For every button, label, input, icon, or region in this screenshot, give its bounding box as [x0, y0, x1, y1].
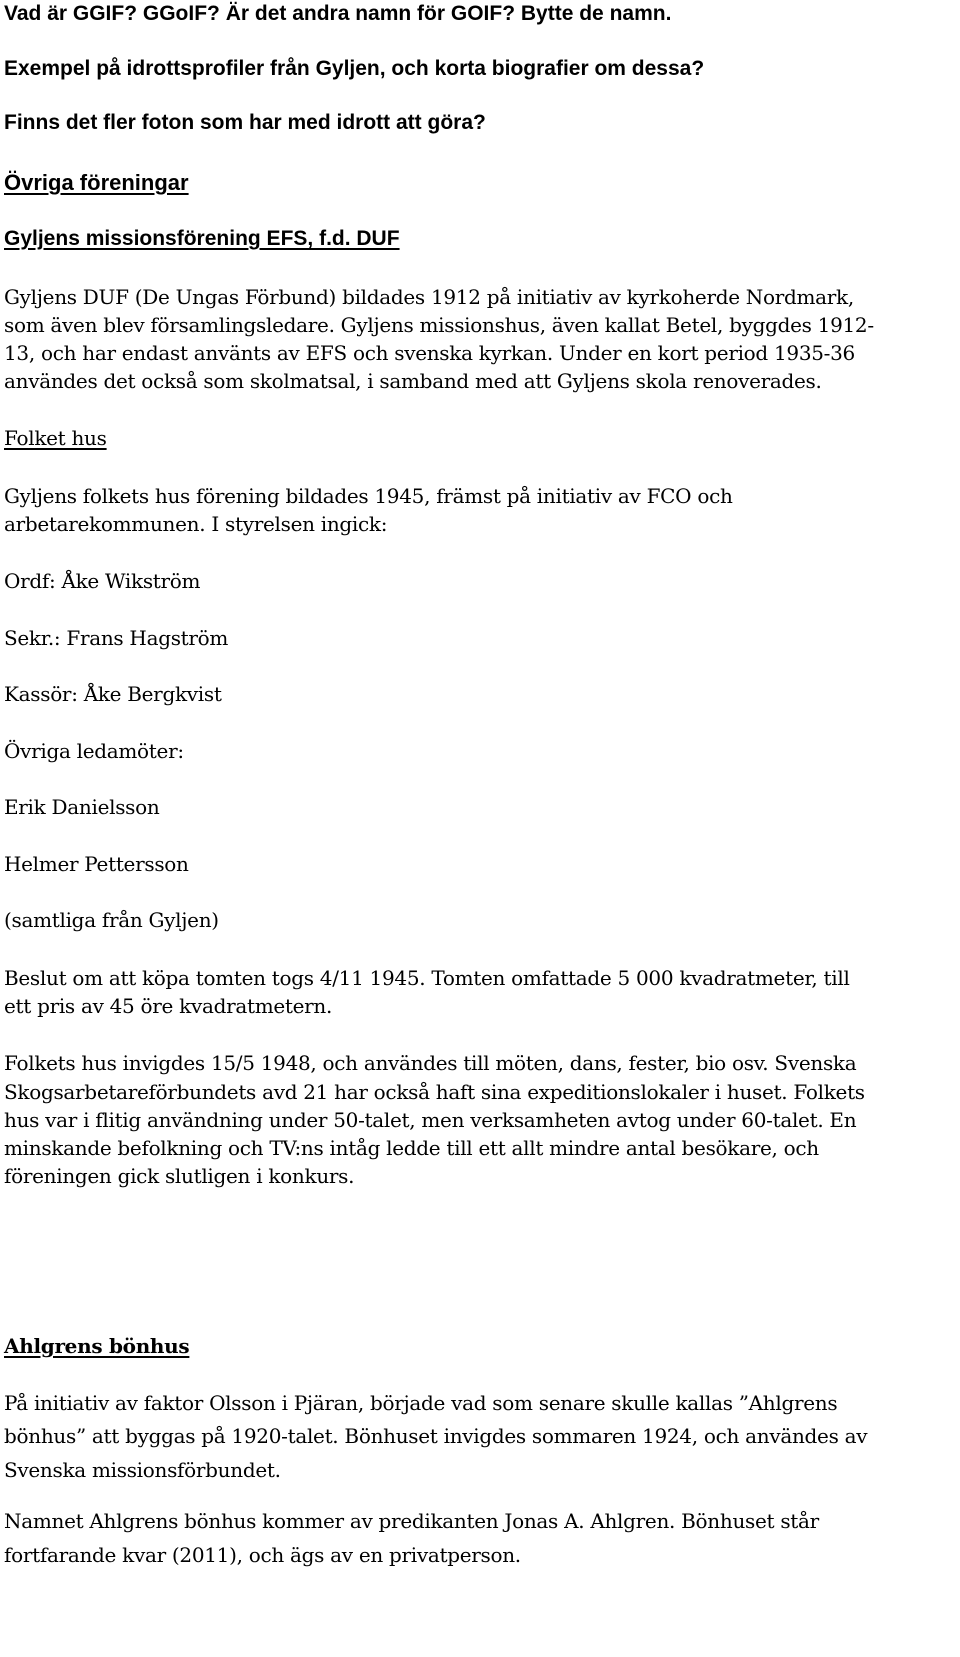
- intro-question-3: Finns det fler foton som har med idrott att göra?: [4, 111, 486, 134]
- paragraph-line: som även blev församlingsledare. Gyljens missionshus, även kallat Betel, byggdes 1912-: [4, 313, 874, 337]
- paragraph-line: Beslut om att köpa tomten togs 4/11 1945. Tomten omfattade 5 000 kvadratmeter, till: [4, 966, 850, 990]
- intro-question-1: Vad är GGIF? GGoIF? Är det andra namn för GOIF? Bytte de namn.: [4, 2, 672, 25]
- paragraph-line: Gyljens folkets hus förening bildades 1945, främst på initiativ av FCO och: [4, 484, 733, 508]
- paragraph-line: Folkets hus invigdes 15/5 1948, och användes till möten, dans, fester, bio osv. Svenska: [4, 1051, 857, 1075]
- paragraph-line: Namnet Ahlgrens bönhus kommer av predikanten Jonas A. Ahlgren. Bönhuset står: [4, 1509, 819, 1533]
- paragraph-line: användes det också som skolmatsal, i samband med att Gyljens skola renoverades.: [4, 369, 822, 393]
- paragraph-line: På initiativ av faktor Olsson i Pjäran, började vad som senare skulle kallas ”Ahlgrens: [4, 1391, 838, 1415]
- board-note: (samtliga från Gyljen): [4, 908, 219, 932]
- paragraph-line: föreningen gick slutligen i konkurs.: [4, 1164, 355, 1188]
- section-heading-folket-hus: Folket hus: [4, 426, 107, 450]
- board-member: Kassör: Åke Bergkvist: [4, 682, 222, 706]
- paragraph-line: fortfarande kvar (2011), och ägs av en privatperson.: [4, 1543, 521, 1567]
- intro-question-2: Exempel på idrottsprofiler från Gyljen, och korta biografier om dessa?: [4, 57, 705, 80]
- paragraph-line: Svenska missionsförbundet.: [4, 1458, 281, 1482]
- paragraph-line: arbetarekommunen. I styrelsen ingick:: [4, 512, 388, 536]
- board-member: Ordf: Åke Wikström: [4, 569, 201, 593]
- paragraph-line: Skogsarbetareförbundets avd 21 har också haft sina expeditionslokaler i huset. Folkets: [4, 1080, 865, 1104]
- board-member: Sekr.: Frans Hagström: [4, 626, 229, 650]
- board-member: Helmer Pettersson: [4, 852, 189, 876]
- sub-heading-efs: Gyljens missionsförening EFS, f.d. DUF: [4, 227, 400, 250]
- section-heading-ahlgrens: Ahlgrens bönhus: [4, 1334, 190, 1358]
- paragraph-line: Gyljens DUF (De Ungas Förbund) bildades 1912 på initiativ av kyrkoherde Nordmark,: [4, 285, 854, 309]
- paragraph-line: bönhus” att byggas på 1920-talet. Bönhuset invigdes sommaren 1924, och användes av: [4, 1424, 868, 1448]
- board-member: Erik Danielsson: [4, 795, 160, 819]
- paragraph-line: ett pris av 45 öre kvadratmetern.: [4, 994, 333, 1018]
- paragraph-line: hus var i flitig användning under 50-talet, men verksamheten avtog under 60-talet. En: [4, 1108, 857, 1132]
- paragraph-line: minskande befolkning och TV:ns intåg ledde till ett allt mindre antal besökare, och: [4, 1136, 819, 1160]
- board-member: Övriga ledamöter:: [4, 739, 184, 763]
- section-heading-ovriga: Övriga föreningar: [4, 170, 189, 195]
- paragraph-line: 13, och har endast använts av EFS och svenska kyrkan. Under en kort period 1935-36: [4, 341, 855, 365]
